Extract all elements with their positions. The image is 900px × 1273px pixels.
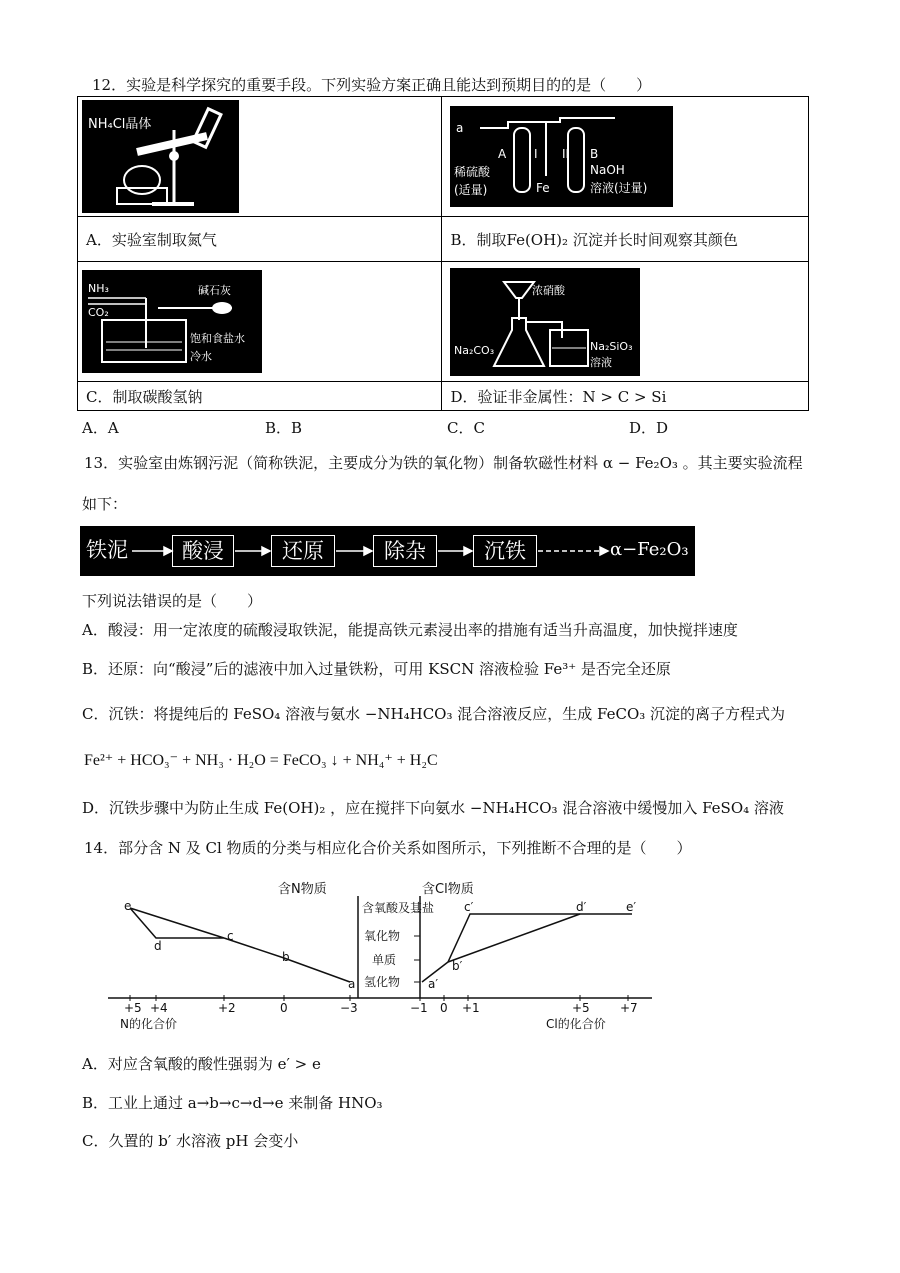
n-point-a: a <box>348 977 356 991</box>
q13-option-a: A．酸浸：用一定浓度的硫酸浸取铁泥，能提高铁元素浸出率的措施有适当升高温度，加快搅拌速度 <box>82 621 738 639</box>
svg-text:碱石灰: 碱石灰 <box>198 284 231 297</box>
q13-question: 下列说法错误的是（ ） <box>82 592 263 610</box>
svg-text:0: 0 <box>280 1001 288 1015</box>
cl-point-c-prime: c′ <box>464 900 474 914</box>
q12-cell-a-image <box>78 97 442 217</box>
svg-text:+5: +5 <box>572 1001 590 1015</box>
q14-option-b: B．工业上通过 a→b→c→d→e 来制备 HNO₃ <box>82 1094 383 1112</box>
svg-text:Na₂CO₃: Na₂CO₃ <box>454 344 495 357</box>
q12-option-d-label: D．验证非金属性：N > C > Si <box>442 382 809 411</box>
apparatus-d-image <box>450 268 640 376</box>
svg-text:Fe: Fe <box>536 181 551 195</box>
svg-text:稀硫酸: 稀硫酸 <box>454 165 491 179</box>
apparatus-c-image <box>82 270 262 373</box>
svg-text:+4: +4 <box>150 1001 168 1015</box>
q14-stem: 14．部分含 N 及 Cl 物质的分类与相应化合价关系如图所示，下列推断不合理的是（ ） <box>84 839 692 857</box>
svg-text:饱和食盐水: 饱和食盐水 <box>190 332 245 345</box>
q12-table <box>77 96 809 411</box>
chart-right-axis-label: Cl的化合价 <box>546 1017 606 1031</box>
chart-category-0: 含氧酸及其盐 <box>362 901 435 915</box>
cl-point-a-prime: a′ <box>428 977 439 991</box>
svg-text:−1: −1 <box>410 1001 428 1015</box>
svg-text:浓硝酸: 浓硝酸 <box>532 284 566 297</box>
q13-stem-line1: 13．实验室由炼钢污泥（简称铁泥，主要成分为铁的氧化物）制备软磁性材料 α − Fe₂O₃ 。其主要实验流程 <box>84 454 803 472</box>
flow-step-5: α−Fe₂O₃ <box>610 539 689 560</box>
flow-step-2: 还原 <box>271 535 335 567</box>
cl-point-d-prime: d′ <box>576 900 587 914</box>
chart-category-2: 单质 <box>372 953 397 967</box>
svg-text:−3: −3 <box>340 1001 358 1015</box>
q14-valence-diagram <box>100 878 660 1038</box>
svg-text:0: 0 <box>440 1001 448 1015</box>
q13-option-c: C．沉铁：将提纯后的 FeSO₄ 溶液与氨水 −NH₄HCO₃ 混合溶液反应，生成 FeCO₃ 沉淀的离子方程式为 <box>82 705 786 723</box>
apparatus-a-label: NH₄Cl晶体 <box>88 117 152 132</box>
chart-category-3: 氢化物 <box>364 975 401 989</box>
svg-text:+7: +7 <box>620 1001 638 1015</box>
q12-cell-d-image <box>442 262 809 382</box>
q12-cell-c-image <box>78 262 442 382</box>
cl-point-e-prime: e′ <box>626 900 637 914</box>
chart-left-axis-label: N的化合价 <box>120 1017 177 1031</box>
svg-text:溶液: 溶液 <box>590 356 613 369</box>
q13-option-d: D．沉铁步骤中为防止生成 Fe(OH)₂ ，应在搅拌下向氨水 −NH₄HCO₃ 混合溶液中缓慢加入 FeSO₄ 溶液 <box>82 799 784 817</box>
svg-text:B: B <box>590 147 599 161</box>
q12-option-a-label: A．实验室制取氮气 <box>78 217 442 262</box>
q14-option-a: A．对应含氧酸的酸性强弱为 e′ > e <box>82 1055 321 1073</box>
n-point-c: c <box>227 929 234 943</box>
apparatus-b-image <box>450 106 673 207</box>
svg-text:溶液(过量): 溶液(过量) <box>590 181 648 195</box>
n-point-e: e <box>124 899 132 913</box>
apparatus-a-image <box>82 100 239 213</box>
q13-equation: Fe²⁺ + HCO₃⁻ + NH₃ · H₂O = FeCO₃ ↓ + NH₄⁺ + H₂C <box>84 752 438 769</box>
flow-step-4: 沉铁 <box>473 535 537 567</box>
cl-point-b-prime: b′ <box>452 959 463 973</box>
svg-text:a: a <box>456 121 464 135</box>
q12-choice-c: C．C <box>447 419 485 437</box>
chart-right-title: 含Cl物质 <box>422 882 474 897</box>
svg-text:+5: +5 <box>124 1001 142 1015</box>
svg-text:+2: +2 <box>218 1001 236 1015</box>
svg-text:NH₃: NH₃ <box>88 282 109 295</box>
svg-text:冷水: 冷水 <box>190 350 212 363</box>
svg-text:CO₂: CO₂ <box>88 306 109 319</box>
svg-text:+1: +1 <box>462 1001 480 1015</box>
svg-text:I: I <box>534 147 539 161</box>
q13-flowchart <box>80 526 695 576</box>
q12-cell-b-image <box>442 97 809 217</box>
svg-text:II: II <box>562 147 570 161</box>
q13-stem-line2: 如下： <box>82 495 128 513</box>
q12-option-b-label: B．制取Fe(OH)₂ 沉淀并长时间观察其颜色 <box>442 217 809 262</box>
q13-option-b: B．还原：向“酸浸”后的滤液中加入过量铁粉，可用 KSCN 溶液检验 Fe³⁺ 是否完全还原 <box>82 660 671 678</box>
flow-step-1: 酸浸 <box>172 535 234 567</box>
q12-choice-a: A．A <box>82 419 119 437</box>
q12-choice-d: D．D <box>629 419 669 437</box>
n-point-d: d <box>154 939 162 953</box>
chart-left-title: 含N物质 <box>278 882 327 897</box>
n-point-b: b <box>282 950 290 964</box>
q12-option-c-label: C．制取碳酸氢钠 <box>78 382 442 411</box>
flow-step-0: 铁泥 <box>86 538 128 562</box>
flow-step-3: 除杂 <box>373 535 437 567</box>
q14-option-c: C．久置的 b′ 水溶液 pH 会变小 <box>82 1132 299 1150</box>
svg-text:Na₂SiO₃: Na₂SiO₃ <box>590 340 633 353</box>
q12-stem: 12．实验是科学探究的重要手段。下列实验方案正确且能达到预期目的的是（ ） <box>92 76 652 94</box>
chart-category-1: 氧化物 <box>364 929 401 943</box>
svg-text:A: A <box>498 147 507 161</box>
svg-text:(适量): (适量) <box>454 183 488 197</box>
q12-choice-b: B．B <box>265 419 303 437</box>
svg-text:NaOH: NaOH <box>590 163 626 177</box>
